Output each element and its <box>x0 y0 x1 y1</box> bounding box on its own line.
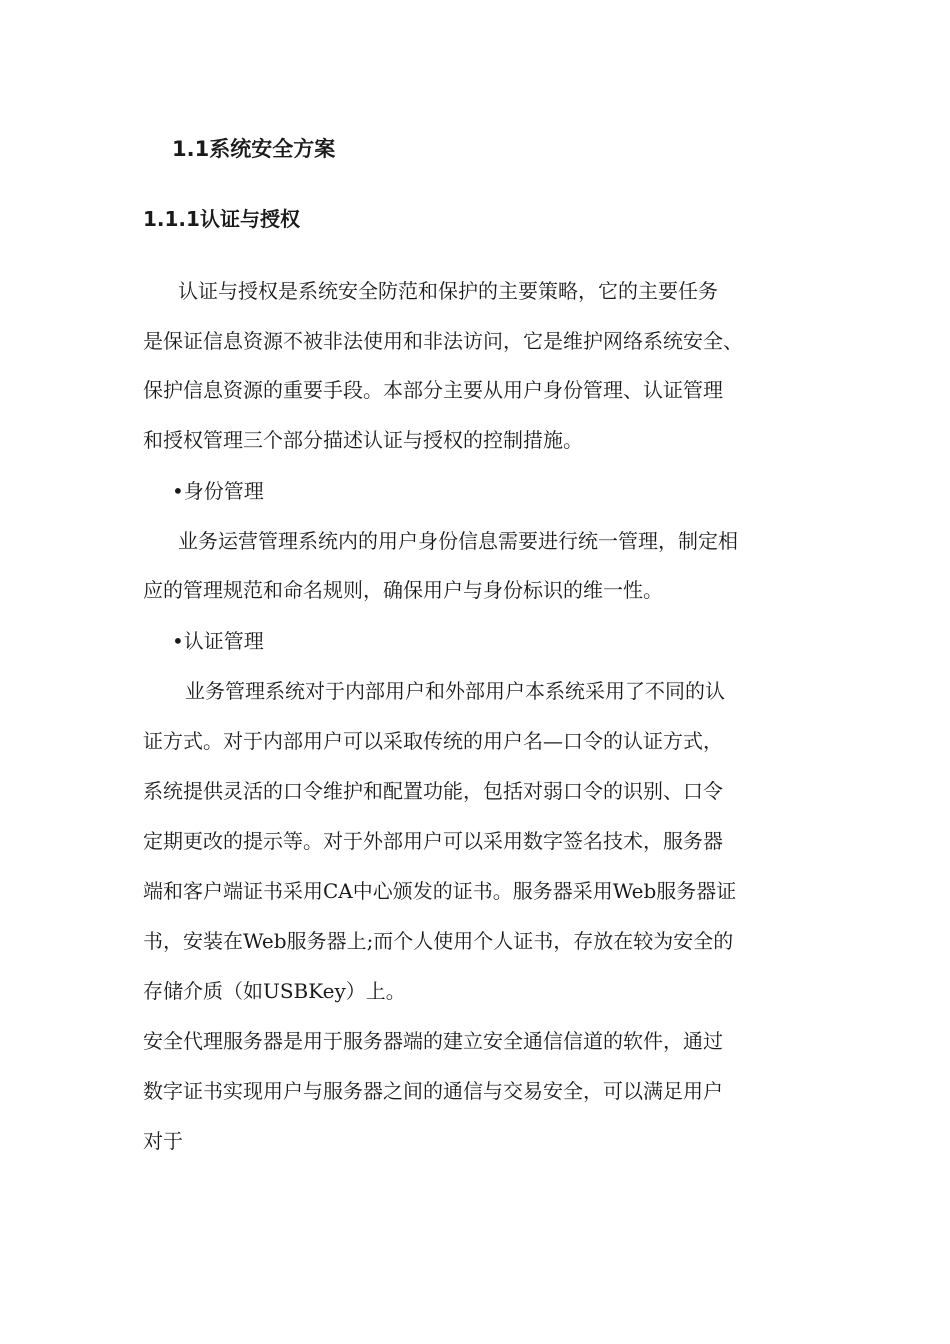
subsection-heading: 1.1.1认证与授权 <box>143 207 300 231</box>
intro-line-1: 认证与授权是系统安全防范和保护的主要策略，它的主要任务 <box>178 279 718 303</box>
intro-line-2: 是保证信息资源不被非法使用和非法访问，它是维护网络系统安全、 <box>143 329 743 353</box>
proxy-line-1: 安全代理服务器是用于服务器端的建立安全通信信道的软件，通过 <box>143 1029 723 1053</box>
auth-line-6: 书，安装在Web服务器上;而个人使用个人证书，存放在较为安全的 <box>143 929 734 953</box>
auth-line-3: 系统提供灵活的口令维护和配置功能，包括对弱口令的识别、口令 <box>143 779 723 803</box>
bullet-identity-management: •身份管理 <box>172 479 264 503</box>
auth-line-5: 端和客户端证书采用CA中心颁发的证书。服务器采用Web服务器证 <box>143 879 737 903</box>
auth-line-4: 定期更改的提示等。对于外部用户可以采用数字签名技术，服务器 <box>143 829 723 853</box>
section-heading: 1.1系统安全方案 <box>172 137 336 161</box>
bullet-auth-management: •认证管理 <box>172 629 264 653</box>
auth-line-7: 存储介质（如USBKey）上。 <box>143 979 406 1003</box>
identity-line-1: 业务运营管理系统内的用户身份信息需要进行统一管理，制定相 <box>178 529 738 553</box>
auth-line-2: 证方式。对于内部用户可以采取传统的用户名—口令的认证方式， <box>143 729 723 753</box>
intro-line-4: 和授权管理三个部分描述认证与授权的控制措施。 <box>143 428 583 452</box>
auth-line-1: 业务管理系统对于内部用户和外部用户本系统采用了不同的认 <box>185 679 725 703</box>
identity-line-2: 应的管理规范和命名规则，确保用户与身份标识的维一性。 <box>143 578 663 602</box>
intro-line-3: 保护信息资源的重要手段。本部分主要从用户身份管理、认证管理 <box>143 378 723 402</box>
proxy-line-2: 数字证书实现用户与服务器之间的通信与交易安全，可以满足用户 <box>143 1079 723 1103</box>
proxy-line-3: 对于 <box>143 1129 183 1153</box>
